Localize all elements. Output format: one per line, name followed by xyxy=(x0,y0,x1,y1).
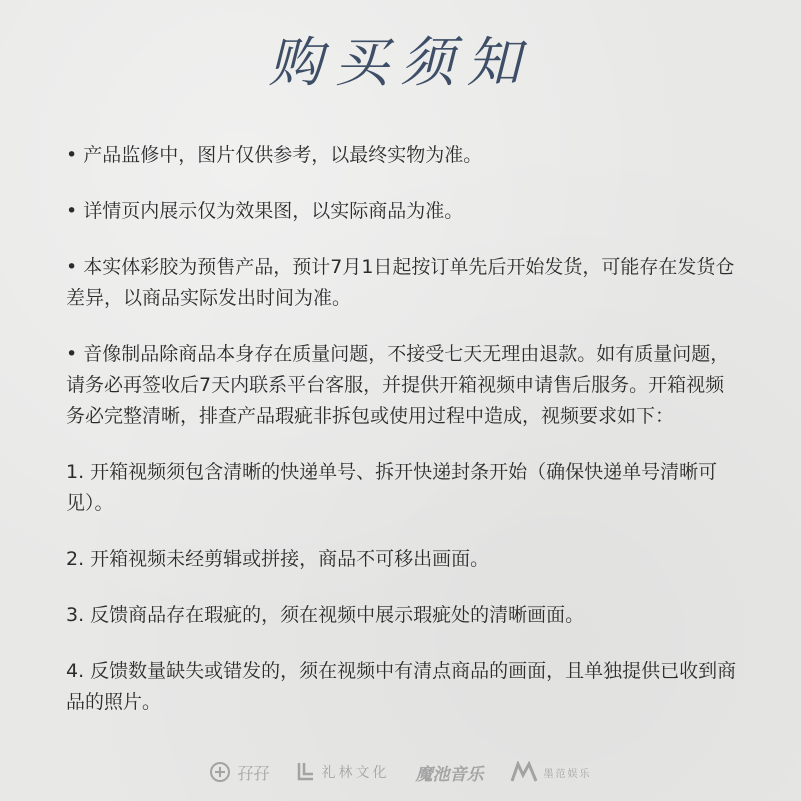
lilin-logo-icon xyxy=(296,761,316,783)
mofan-logo xyxy=(510,761,592,783)
notice-item: • 产品监修中，图片仅供参考，以最终实物为准。 xyxy=(66,144,483,166)
notice-list xyxy=(66,140,742,743)
lilin-logo-text: 礼林文化 xyxy=(321,765,390,781)
zizi-logo-text: 孖孖 xyxy=(237,763,270,783)
zizi-logo-icon xyxy=(209,761,231,783)
footer-logos xyxy=(0,757,801,787)
notice-item: • 详情页内展示仅为效果图，以实际商品为准。 xyxy=(66,200,464,222)
mofan-logo-text: 墨范娱乐 xyxy=(543,768,592,780)
lilin-logo xyxy=(296,761,390,783)
mochi-logo-text: 魔池音乐 xyxy=(415,764,484,785)
mofan-logo-icon xyxy=(510,761,538,783)
requirement-item: 2. 开箱视频未经剪辑或拼接，商品不可移出画面。 xyxy=(66,548,490,570)
zizi-logo xyxy=(209,761,269,784)
requirement-item: 1. 开箱视频须包含清晰的快递单号、拆开快递封条开始（确保快递单号清晰可见）。 xyxy=(66,461,718,514)
mochi-logo xyxy=(416,760,484,785)
notice-item: • 本实体彩胶为预售产品，预计7月1日起按订单先后开始发货，可能存在发货仓差异，以商品实际发出时间为准。 xyxy=(66,256,735,309)
page-title: 购买须知 xyxy=(268,31,533,94)
requirement-item: 3. 反馈商品存在瑕疵的，须在视频中展示瑕疵处的清晰画面。 xyxy=(66,604,585,626)
notice-item: • 音像制品除商品本身存在质量问题，不接受七天无理由退款。如有质量问题，请务必再签收后7天内联系平台客服，并提供开箱视频申请售后服务。开箱视频务必完整清晰，排查产品瑕疵非拆包或使用过程中造成，视频要求如下： xyxy=(66,343,730,427)
requirement-item: 4. 反馈数量缺失或错发的，须在视频中有清点商品的画面，且单独提供已收到商品的照片。 xyxy=(66,660,737,713)
